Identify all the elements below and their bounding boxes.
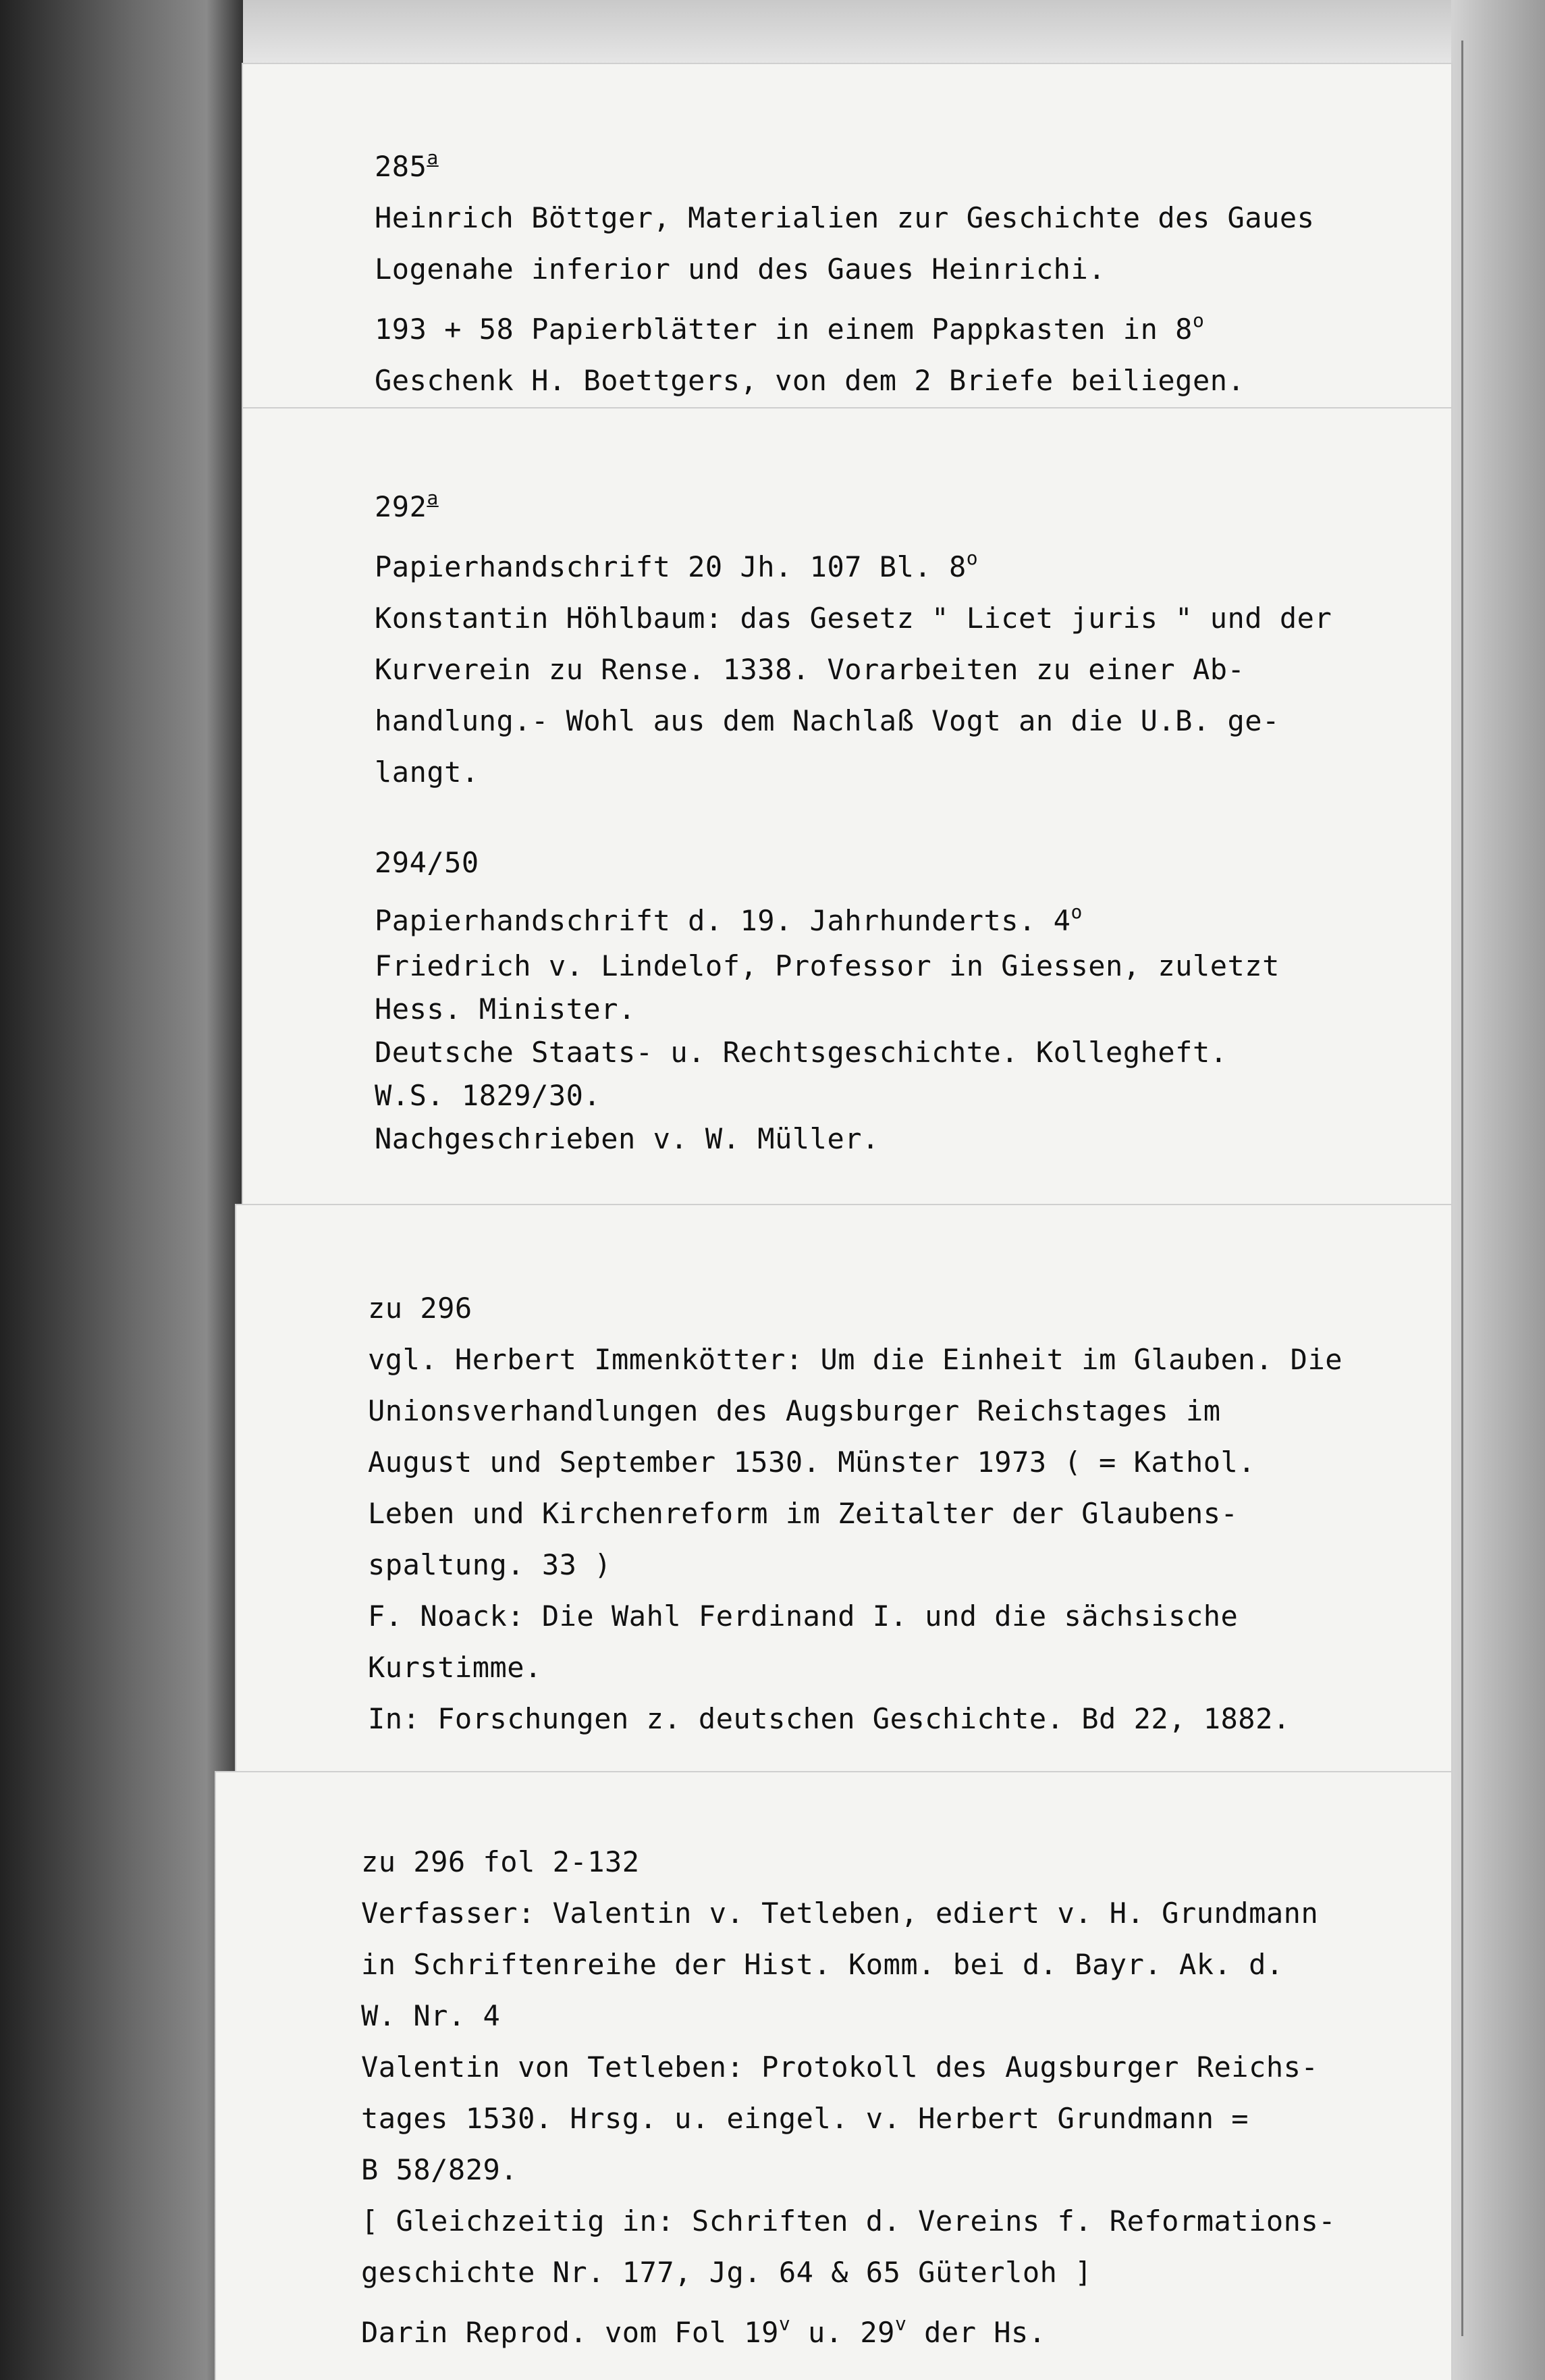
entry-line: [ Gleichzeitig in: Schriften d. Vereins f. Reformations- xyxy=(361,2204,1336,2238)
entry-number: zu 296 xyxy=(368,1292,472,1325)
entry-line: Unionsverhandlungen des Augsburger Reichstages im xyxy=(368,1394,1221,1427)
entry-zu-296 xyxy=(368,1283,1343,1745)
entry-line: Valentin von Tetleben: Protokoll des Augsburger Reichs- xyxy=(361,2051,1319,2084)
entry-line: Papierhandschrift d. 19. Jahrhunderts. 4$^o$ xyxy=(375,901,1083,937)
entry-line: F. Noack: Die Wahl Ferdinand I. und die sächsische xyxy=(368,1599,1239,1633)
entry-line: Deutsche Staats- u. Rechtsgeschichte. Kollegheft. xyxy=(375,1036,1228,1069)
entry-number: 294/50 xyxy=(375,846,479,879)
entry-line: langt. xyxy=(375,756,479,789)
card-top-edge xyxy=(243,0,1451,64)
entry-line: geschichte Nr. 177, Jg. 64 & 65 Güterloh ] xyxy=(361,2256,1093,2289)
entry-line: tages 1530. Hrsg. u. eingel. v. Herbert Grundmann = xyxy=(361,2102,1249,2135)
entry-line: 193 + 58 Papierblätter in einem Pappkasten in 8$^o$ xyxy=(375,309,1205,346)
entry-line: Friedrich v. Lindelof, Professor in Giessen, zuletzt xyxy=(375,949,1280,982)
entry-line: Geschenk H. Boettgers, von dem 2 Briefe beiliegen. xyxy=(375,364,1245,397)
entry-line: Verfasser: Valentin v. Tetleben, ediert v. H. Grundmann xyxy=(361,1897,1319,1930)
entry-line: W. Nr. 4 xyxy=(361,1999,501,2032)
entry-line: vgl. Herbert Immenkötter: Um die Einheit im Glauben. Die xyxy=(368,1343,1343,1376)
entry-line: Konstantin Höhlbaum: das Gesetz " Licet juris " und der xyxy=(375,602,1332,635)
entry-number: 285$^a$ xyxy=(375,147,439,183)
entry-line: B 58/829. xyxy=(361,2153,518,2186)
scan-left-border xyxy=(0,0,243,2380)
entry-number: zu 296 fol 2-132 xyxy=(361,1845,640,1878)
entry-line: in Schriftenreihe der Hist. Komm. bei d. Bayr. Ak. d. xyxy=(361,1948,1284,1981)
entry-line: In: Forschungen z. deutschen Geschichte. Bd 22, 1882. xyxy=(368,1702,1291,1735)
entry-line: handlung.- Wohl aus dem Nachlaß Vogt an die U.B. ge- xyxy=(375,704,1280,737)
entry-line: Nachgeschrieben v. W. Müller. xyxy=(375,1122,879,1155)
entry-line: Heinrich Böttger, Materialien zur Geschichte des Gaues xyxy=(375,201,1315,234)
entry-zu-296-fol xyxy=(361,1836,1336,2358)
scan-edge-line xyxy=(1461,41,1463,2336)
entry-line: spaltung. 33 ) xyxy=(368,1548,612,1581)
entry-line: August und September 1530. Münster 1973 ( = Kathol. xyxy=(368,1446,1256,1479)
entry-line: Kurstimme. xyxy=(368,1651,542,1684)
entry-number: 292$^a$ xyxy=(375,487,439,523)
entry-294-50 xyxy=(375,837,1280,1161)
entry-285a xyxy=(375,132,1314,406)
entry-line: Logenahe inferior und des Gaues Heinrichi. xyxy=(375,253,1106,286)
scan-right-border xyxy=(1444,0,1545,2380)
entry-line: Hess. Minister. xyxy=(375,993,636,1026)
entry-line: Papierhandschrift 20 Jh. 107 Bl. 8$^o$ xyxy=(375,547,979,583)
entry-line: Darin Reprod. vom Fol 19$^v$ u. 29$^v$ der Hs. xyxy=(361,2312,1046,2349)
entry-line: W.S. 1829/30. xyxy=(375,1079,601,1112)
entry-line: Kurverein zu Rense. 1338. Vorarbeiten zu einer Ab- xyxy=(375,653,1245,686)
entry-line: Leben und Kirchenreform im Zeitalter der Glaubens- xyxy=(368,1497,1239,1530)
entry-292a xyxy=(375,473,1332,798)
